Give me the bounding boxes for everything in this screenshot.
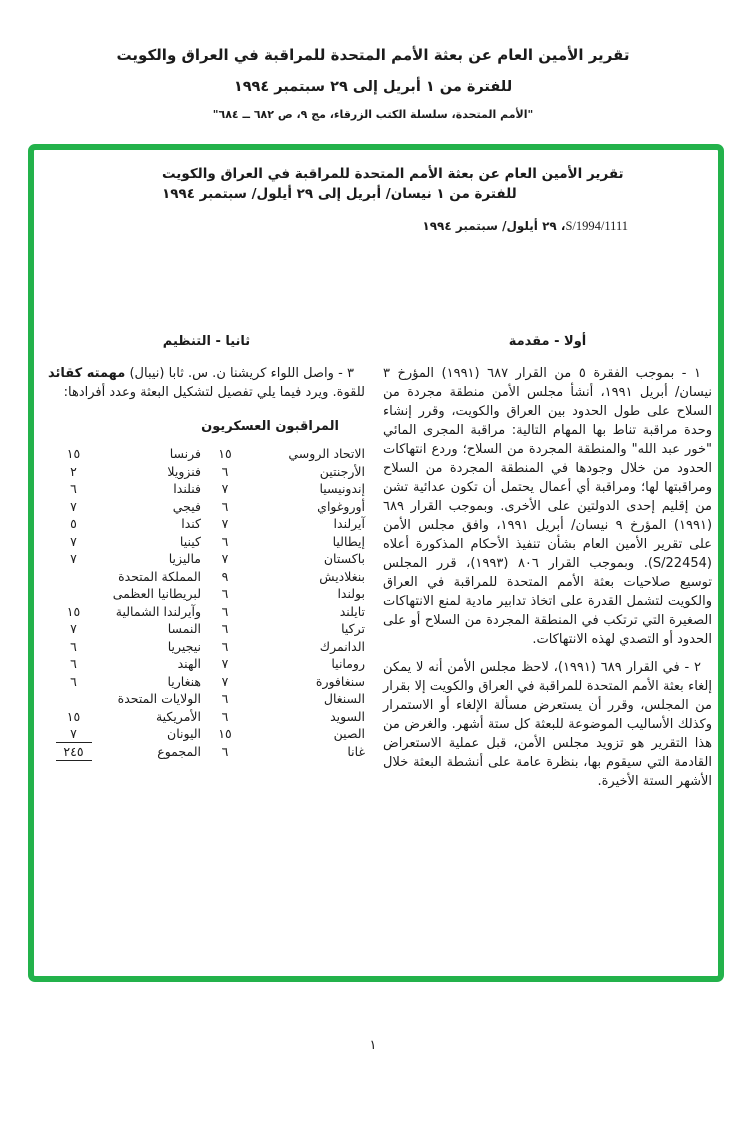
observers-table-row — [48, 550, 365, 568]
country-name: رومانيا — [331, 656, 365, 672]
observer-count: ٦ — [221, 708, 229, 724]
observer-count: ٩ — [221, 568, 229, 584]
country-name: ماليزيا — [168, 551, 201, 567]
section-introduction — [383, 334, 712, 791]
observer-count: ١٥ — [66, 603, 81, 619]
country-name: السنغال — [323, 691, 365, 707]
country-name: باكستان — [323, 551, 365, 567]
paragraph-3-text-end: للقوة. ويرد فيما يلي تفصيل لتشكيل البعثة وعدد أفرادها: — [63, 385, 365, 400]
country-name: النمسا — [167, 621, 201, 637]
country-name: أوروغواي — [317, 498, 365, 514]
observer-count: ٦ — [221, 621, 229, 637]
observers-table-row — [48, 463, 365, 481]
observers-table-row — [48, 533, 365, 551]
country-name: هنغاريا — [167, 673, 201, 689]
country-name: اليونان — [167, 726, 201, 742]
country-name: بنغلاديش — [319, 568, 365, 584]
observer-count: ٧ — [221, 481, 229, 497]
observer-count: ٦ — [221, 586, 229, 602]
observer-count: ٦ — [221, 498, 229, 514]
country-name: كينيا — [179, 533, 201, 549]
observer-count: ٦ — [70, 656, 77, 672]
observer-count: ٦ — [221, 463, 229, 479]
observer-count: ٦ — [221, 603, 229, 619]
country-name: الهند — [177, 656, 201, 672]
country-name: سنغافورة — [315, 673, 365, 689]
observers-total-row — [48, 743, 365, 761]
observer-count: ٦ — [221, 638, 229, 654]
country-name: فيجي — [172, 498, 201, 514]
observers-table-row — [48, 603, 365, 621]
observers-table-row — [48, 445, 365, 463]
organization-heading: ثانيا - التنظيم — [162, 334, 251, 349]
country-name: كندا — [181, 516, 201, 532]
observers-table-row — [48, 620, 365, 638]
country-name: فنزويلا — [167, 463, 201, 479]
total-value-cell — [48, 742, 99, 761]
paragraph-3-bold-text: مهمته كقائد — [48, 366, 126, 381]
document-frame — [28, 144, 724, 982]
total-label: المجموع — [157, 743, 201, 759]
country-name: إندونيسيا — [319, 481, 365, 497]
country-name: الدانمرك — [319, 638, 365, 654]
page-number: ١ — [369, 1038, 377, 1053]
observers-table-row — [48, 480, 365, 498]
paragraph-2: ٢ - في القرار ٦٨٩ (١٩٩١)، لاحظ مجلس الأمن أنه لا يمكن إلغاء بعثة الأمم المتحدة للمراقبة في العراق والكويت إلا بقرار من المجلس، وقرر أن يستعرض مسألة الإلغاء أو الاستمرار وكذلك الأساليب الموضوعة للبعثة كل ستة أشهر. والغرض من هذا التقرير هو تزويد مجلس الأمن، قبل عملية الاستعراض القادمة التي سيقوم بها، بنظرة عامة على أنشطة البعثة خلال الأشهر الستة الأخيرة. — [383, 660, 712, 789]
observer-count: ٢ — [70, 463, 77, 479]
observers-table-row — [48, 708, 365, 726]
country-name: الاتحاد الروسي — [288, 446, 365, 462]
total-value: ٢٤٥ — [56, 742, 92, 761]
observers-table-row — [48, 568, 365, 586]
observer-count: ٧ — [70, 726, 77, 742]
country-name: غانا — [347, 743, 365, 759]
observer-count: ٦ — [221, 533, 229, 549]
country-name: إيطاليا — [332, 533, 365, 549]
country-name: آيرلندا — [333, 516, 365, 532]
observer-count: ٦ — [70, 481, 77, 497]
observer-count: ٧ — [70, 498, 77, 514]
observer-count: ٦ — [221, 743, 229, 759]
observer-count: ٧ — [221, 516, 229, 532]
country-name: بولندا — [337, 586, 365, 602]
country-name: نيجيريا — [167, 638, 201, 654]
symbol-separator: ، — [556, 219, 566, 233]
observer-count: ٧ — [70, 533, 77, 549]
observer-count: ١٥ — [218, 726, 232, 742]
country-name: السويد — [330, 708, 365, 724]
observers-table-row — [48, 655, 365, 673]
military-observers-title: المراقبون العسكريون — [201, 419, 339, 434]
document-symbol-line — [386, 219, 628, 234]
country-name: فنلندا — [173, 481, 201, 497]
document-symbol: S/1994/1111 — [565, 219, 628, 233]
observers-table-row — [48, 673, 365, 691]
country-name: الأرجنتين — [319, 463, 365, 479]
paragraph-3-text: ٣ - واصل اللواء كريشنا ن. س. ثابا (نيبال) — [125, 366, 354, 381]
document-title-line1: تقرير الأمين العام عن بعثة الأمم المتحدة للمراقبة في العراق والكويت — [162, 166, 624, 182]
document-title — [162, 164, 707, 204]
observers-table-row — [48, 725, 365, 743]
observer-count: ١٥ — [66, 446, 81, 462]
observer-count: ١٥ — [218, 446, 232, 462]
observer-count: ٧ — [221, 551, 229, 567]
observer-count: ٦ — [70, 638, 77, 654]
observer-count: ٦ — [221, 691, 229, 707]
observer-count: ٧ — [221, 656, 229, 672]
observer-count: ٥ — [70, 516, 77, 532]
observers-table-row — [48, 585, 365, 603]
intro-heading: أولا - مقدمة — [508, 334, 587, 349]
paragraph-1: ١ - بموجب الفقرة ٥ من القرار ٦٨٧ (١٩٩١) المؤرخ ٣ نيسان/ أبريل ١٩٩١، أنشأ مجلس الأمن منطقة مجردة من السلاح على طول الحدود بين العراق والكويت، وقرر إنشاء وحدة مراقبة تناط بها المهام التالية: مراقبة المجرى المائي "خور عبد الله" والمنطقة المجردة من السلاح؛ وردع انتهاكات الحدود من خلال وجودها في المنطقة المجردة من السلاح ومراقبتها لها؛ ومراقبة أي أعمال يحتمل أن تكون عدائية تشن من إقليم إحدى الدولتين على الأخرى. وبموجب القرار ٦٨٩ (١٩٩١) المؤرخ ٩ نيسان/ أبريل ١٩٩١، وافق مجلس الأمن على تقرير الأمين العام بشأن تنفيذ الأحكام المذكورة أعلاه (S/22454). وبموجب القرار ٨٠٦ (١٩٩٣)، قرر المجلس توسيع صلاحيات بعثة الأمم المتحدة للمراقبة في العراق والكويت لتشمل القدرة على اتخاذ تدابير مادية لمنع الانتهاكات الصغيرة التي ترتكب في المنطقة المجردة من السلاح أو على الحدود أو التصدي لهذه الانتهاكات. — [383, 366, 713, 647]
country-name: لبريطانيا العظمى — [112, 586, 201, 602]
country-name: الولايات المتحدة — [117, 691, 201, 707]
observer-count: ٧ — [70, 621, 77, 637]
country-name: وآيرلندا الشمالية — [115, 603, 201, 619]
country-name: الأمريكية — [155, 708, 201, 724]
observer-count: ٧ — [70, 551, 77, 567]
source-note: "الأمم المتحدة، سلسلة الكتب الزرقاء، مج ٩، ص ٦٨٢ ــ ٦٨٤" — [212, 108, 534, 121]
observer-count: ٧ — [221, 673, 229, 689]
document-date: ٢٩ أيلول/ سبتمبر ١٩٩٤ — [422, 219, 557, 233]
observers-table-row — [48, 690, 365, 708]
observers-table-row — [48, 638, 365, 656]
document-title-line2: للفترة من ١ نيسان/ أبريل إلى ٢٩ أيلول/ سبتمبر ١٩٩٤ — [162, 186, 517, 202]
observers-table-row — [48, 515, 365, 533]
paragraph-3 — [48, 364, 365, 402]
country-name: تايلند — [339, 603, 365, 619]
observers-table-row — [48, 498, 365, 516]
section-organization — [48, 334, 365, 760]
report-title-line2: للفترة من ١ أبريل إلى ٢٩ سبتمبر ١٩٩٤ — [233, 79, 513, 95]
country-name: فرنسا — [169, 446, 201, 462]
country-name: الصين — [333, 726, 365, 742]
observer-count: ١٥ — [66, 708, 81, 724]
report-title-line1: تقرير الأمين العام عن بعثة الأمم المتحدة للمراقبة في العراق والكويت — [116, 46, 630, 64]
country-name: المملكة المتحدة — [118, 568, 201, 584]
observer-count: ٦ — [70, 673, 77, 689]
country-name: تركيا — [341, 621, 365, 637]
observers-table — [48, 445, 365, 760]
